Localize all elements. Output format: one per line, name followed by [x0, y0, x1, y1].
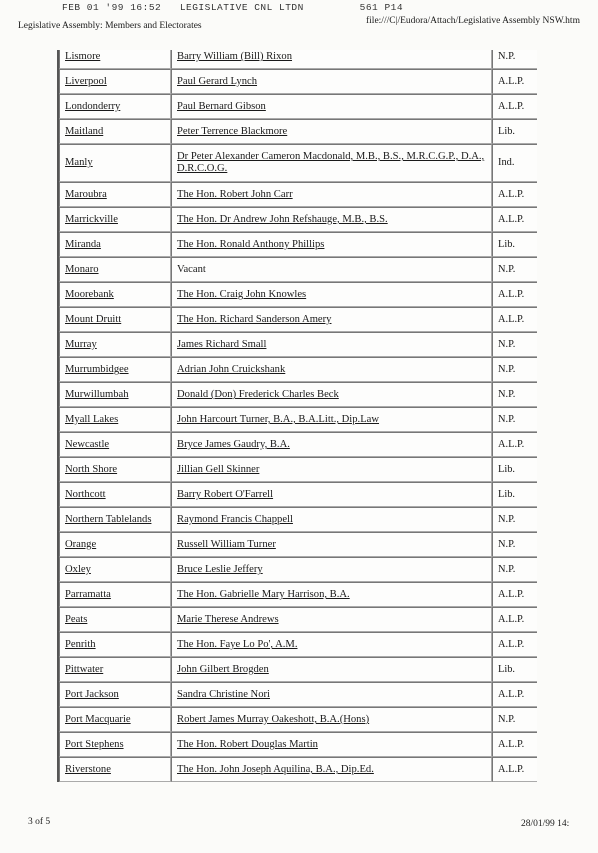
party-cell: N.P.	[492, 507, 537, 532]
electorate-link[interactable]: Monaro	[59, 257, 171, 282]
electorate-link[interactable]: Marrickville	[59, 207, 171, 232]
electorate-link[interactable]: North Shore	[59, 457, 171, 482]
table-row	[59, 119, 537, 144]
member-link[interactable]: The Hon. Richard Sanderson Amery	[171, 307, 492, 332]
electorate-link[interactable]: Oxley	[59, 557, 171, 582]
electorate-link[interactable]: Northern Tablelands	[59, 507, 171, 532]
electorate-link[interactable]: Myall Lakes	[59, 407, 171, 432]
member-link[interactable]: John Harcourt Turner, B.A., B.A.Litt., Dip.Law	[171, 407, 492, 432]
member-link[interactable]: The Hon. Robert Douglas Martin	[171, 732, 492, 757]
party-cell: A.L.P.	[492, 282, 537, 307]
electorate-link[interactable]: Pittwater	[59, 657, 171, 682]
party-cell: N.P.	[492, 50, 537, 69]
electorate-link[interactable]: Moorebank	[59, 282, 171, 307]
electorate-link[interactable]: Port Jackson	[59, 682, 171, 707]
electorate-link[interactable]: Miranda	[59, 232, 171, 257]
table-row	[59, 407, 537, 432]
table-row	[59, 607, 537, 632]
member-link[interactable]: Paul Bernard Gibson	[171, 94, 492, 119]
member-link[interactable]: The Hon. Robert John Carr	[171, 182, 492, 207]
table-row	[59, 632, 537, 657]
party-cell: Lib.	[492, 657, 537, 682]
party-cell: A.L.P.	[492, 757, 537, 782]
table-row	[59, 507, 537, 532]
electorate-link[interactable]: Northcott	[59, 482, 171, 507]
table-row	[59, 682, 537, 707]
member-link[interactable]: Sandra Christine Nori	[171, 682, 492, 707]
member-link[interactable]: Jillian Gell Skinner	[171, 457, 492, 482]
table-row	[59, 69, 537, 94]
party-cell: N.P.	[492, 382, 537, 407]
party-cell: N.P.	[492, 257, 537, 282]
table-row	[59, 557, 537, 582]
member-link[interactable]: Barry Robert O'Farrell	[171, 482, 492, 507]
electorate-link[interactable]: Peats	[59, 607, 171, 632]
member-link: Vacant	[171, 257, 492, 282]
party-cell: N.P.	[492, 357, 537, 382]
table-row	[59, 757, 537, 782]
member-link[interactable]: Donald (Don) Frederick Charles Beck	[171, 382, 492, 407]
party-cell: A.L.P.	[492, 582, 537, 607]
members-table-body	[59, 50, 537, 782]
table-row	[59, 144, 537, 182]
print-date: 28/01/99 14:	[521, 819, 570, 829]
party-cell: Ind.	[492, 144, 537, 182]
fax-header: FEB 01 '99 16:52 LEGISLATIVE CNL LTDN 561 P14	[62, 2, 404, 13]
member-link[interactable]: Russell William Turner	[171, 532, 492, 557]
member-link[interactable]: Robert James Murray Oakeshott, B.A.(Hons)	[171, 707, 492, 732]
electorate-link[interactable]: Parramatta	[59, 582, 171, 607]
member-link[interactable]: The Hon. John Joseph Aquilina, B.A., Dip.Ed.	[171, 757, 492, 782]
member-link[interactable]: The Hon. Craig John Knowles	[171, 282, 492, 307]
member-link[interactable]: Adrian John Cruickshank	[171, 357, 492, 382]
member-link[interactable]: Bryce James Gaudry, B.A.	[171, 432, 492, 457]
table-row	[59, 532, 537, 557]
member-link[interactable]: The Hon. Ronald Anthony Phillips	[171, 232, 492, 257]
table-row	[59, 657, 537, 682]
table-row	[59, 482, 537, 507]
table-row	[59, 582, 537, 607]
party-cell: A.L.P.	[492, 432, 537, 457]
member-link[interactable]: Raymond Francis Chappell	[171, 507, 492, 532]
electorate-link[interactable]: Murrumbidgee	[59, 357, 171, 382]
member-link[interactable]: Barry William (Bill) Rixon	[171, 50, 492, 69]
electorate-link[interactable]: Penrith	[59, 632, 171, 657]
electorate-link[interactable]: Londonderry	[59, 94, 171, 119]
electorate-link[interactable]: Maroubra	[59, 182, 171, 207]
table-row	[59, 432, 537, 457]
party-cell: Lib.	[492, 457, 537, 482]
party-cell: A.L.P.	[492, 682, 537, 707]
electorate-link[interactable]: Murwillumbah	[59, 382, 171, 407]
member-link[interactable]: The Hon. Faye Lo Po', A.M.	[171, 632, 492, 657]
electorate-link[interactable]: Riverstone	[59, 757, 171, 782]
electorate-link[interactable]: Murray	[59, 332, 171, 357]
member-link[interactable]: Marie Therese Andrews	[171, 607, 492, 632]
party-cell: Lib.	[492, 482, 537, 507]
party-cell: N.P.	[492, 557, 537, 582]
page-number: 3 of 5	[28, 817, 51, 827]
electorate-link[interactable]: Manly	[59, 144, 171, 182]
member-link[interactable]: Peter Terrence Blackmore	[171, 119, 492, 144]
electorate-link[interactable]: Lismore	[59, 50, 171, 69]
table-row	[59, 282, 537, 307]
electorate-link[interactable]: Port Stephens	[59, 732, 171, 757]
table-row	[59, 232, 537, 257]
electorate-link[interactable]: Liverpool	[59, 69, 171, 94]
member-link[interactable]: John Gilbert Brogden	[171, 657, 492, 682]
member-link[interactable]: Bruce Leslie Jeffery	[171, 557, 492, 582]
party-cell: A.L.P.	[492, 607, 537, 632]
party-cell: N.P.	[492, 532, 537, 557]
table-row	[59, 707, 537, 732]
party-cell: A.L.P.	[492, 182, 537, 207]
party-cell: A.L.P.	[492, 69, 537, 94]
table-row	[59, 94, 537, 119]
table-row	[59, 357, 537, 382]
party-cell: A.L.P.	[492, 307, 537, 332]
member-link[interactable]: The Hon. Gabrielle Mary Harrison, B.A.	[171, 582, 492, 607]
electorate-link[interactable]: Maitland	[59, 119, 171, 144]
electorate-link[interactable]: Newcastle	[59, 432, 171, 457]
members-table-wrap	[57, 50, 537, 794]
table-row	[59, 457, 537, 482]
table-row	[59, 207, 537, 232]
party-cell: A.L.P.	[492, 94, 537, 119]
page-title: Legislative Assembly: Members and Electorates	[18, 21, 202, 31]
table-row	[59, 257, 537, 282]
table-row	[59, 382, 537, 407]
party-cell: A.L.P.	[492, 207, 537, 232]
party-cell: N.P.	[492, 332, 537, 357]
party-cell: A.L.P.	[492, 732, 537, 757]
electorate-link[interactable]: Orange	[59, 532, 171, 557]
party-cell: A.L.P.	[492, 632, 537, 657]
member-link[interactable]: James Richard Small	[171, 332, 492, 357]
members-table	[57, 50, 537, 782]
party-cell: N.P.	[492, 407, 537, 432]
member-link[interactable]: The Hon. Dr Andrew John Refshauge, M.B., B.S.	[171, 207, 492, 232]
member-link[interactable]: Paul Gerard Lynch	[171, 69, 492, 94]
party-cell: Lib.	[492, 232, 537, 257]
member-link[interactable]: Dr Peter Alexander Cameron Macdonald, M.B., B.S., M.R.C.G.P., D.A., D.R.C.O.G.	[171, 144, 492, 182]
electorate-link[interactable]: Mount Druitt	[59, 307, 171, 332]
table-row	[59, 732, 537, 757]
table-row	[59, 307, 537, 332]
electorate-link[interactable]: Port Macquarie	[59, 707, 171, 732]
party-cell: Lib.	[492, 119, 537, 144]
party-cell: N.P.	[492, 707, 537, 732]
page-url: file:///C|/Eudora/Attach/Legislative Assembly NSW.htm	[366, 16, 580, 26]
table-row	[59, 50, 537, 69]
table-row	[59, 182, 537, 207]
table-row	[59, 332, 537, 357]
